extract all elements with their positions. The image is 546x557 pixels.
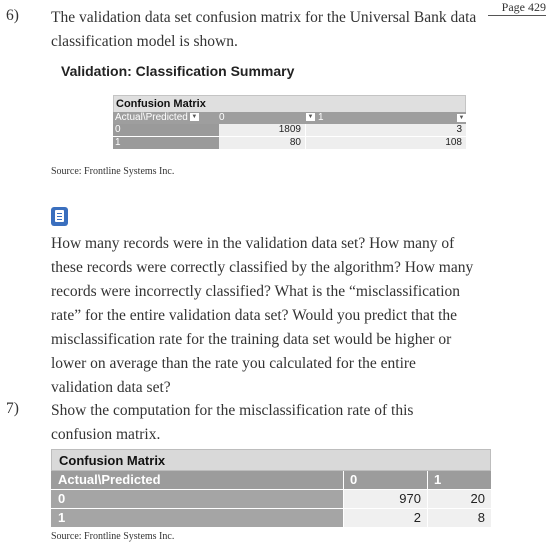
intro-line: Show the computation for the misclassification rate of this (51, 402, 414, 419)
page-number: Page 429 (501, 0, 546, 14)
question-6-number: 6) (6, 7, 19, 24)
body-line: misclassification rate for the training data set would be higher or (51, 331, 452, 348)
cell-value (219, 124, 306, 136)
row-label: 1 (51, 509, 343, 527)
cell-text: 80 (289, 137, 301, 148)
cell-value: 970 (343, 490, 427, 508)
cell-value (219, 137, 306, 149)
note-icon[interactable] (51, 207, 68, 226)
dropdown-arrow-icon[interactable]: ▼ (458, 115, 465, 121)
cell-value (306, 124, 466, 136)
source-note: Source: Frontline Systems Inc. (51, 166, 175, 177)
confusion-matrix-validation (113, 95, 466, 149)
cell-value: 20 (427, 490, 491, 508)
row-label: 0 (51, 490, 343, 508)
body-line: How many records were in the validation data set? How many of (51, 235, 455, 252)
intro-line: confusion matrix. (51, 426, 161, 443)
intro-line: classification model is shown. (51, 33, 238, 50)
question-7-intro (51, 399, 413, 447)
page-number-rule (488, 15, 546, 16)
header-label: Actual\Predicted (115, 112, 188, 123)
matrix-header-row (113, 112, 466, 124)
table-row (113, 124, 466, 136)
note-line (57, 216, 62, 217)
dropdown-arrow-icon[interactable]: ▼ (307, 114, 314, 121)
confusion-matrix-q7 (51, 449, 491, 527)
table-row (51, 489, 491, 508)
matrix-header-row (51, 471, 491, 489)
cell-text: 108 (445, 137, 462, 148)
classification-summary-heading: Validation: Classification Summary (61, 63, 295, 79)
cell-value (306, 137, 466, 149)
body-line: lower on average than the rate you calculated for the entire (51, 355, 416, 372)
header-cell (306, 112, 466, 124)
cell-value: 2 (343, 509, 427, 527)
question-6-intro (51, 6, 476, 54)
cell-text: 3 (456, 124, 462, 135)
note-line (57, 213, 62, 214)
header-cell: 1 (427, 471, 491, 489)
header-cell: Actual\Predicted (51, 471, 343, 489)
intro-line: The validation data set confusion matrix for the Universal Bank data (51, 9, 477, 26)
question-7-number: 7) (6, 400, 19, 417)
header-cell: 0 (343, 471, 427, 489)
note-sheet (55, 210, 64, 222)
source-note: Source: Frontline Systems Inc. (51, 531, 175, 542)
body-line: validation data set? (51, 379, 171, 396)
dropdown-arrow-icon[interactable]: ▼ (191, 114, 198, 121)
matrix-title: Confusion Matrix (113, 95, 466, 112)
header-label: 0 (219, 112, 225, 123)
note-line (57, 219, 62, 220)
body-line: records were incorrectly classified? What is the “misclassification (51, 283, 461, 300)
cell-text: 1809 (278, 124, 301, 135)
body-line: these records were correctly classified by the algorithm? How many (51, 259, 474, 276)
cell-value: 8 (427, 509, 491, 527)
body-line: rate” for the entire validation data set? Would you predict that the (51, 307, 458, 324)
table-row (113, 136, 466, 149)
question-6-body (51, 232, 473, 400)
matrix-title: Confusion Matrix (51, 449, 491, 471)
header-label: 1 (318, 112, 324, 123)
row-label: 0 (113, 124, 219, 136)
table-row (51, 508, 491, 527)
header-cell (113, 112, 219, 124)
header-cell (219, 112, 306, 124)
row-label: 1 (113, 137, 219, 149)
